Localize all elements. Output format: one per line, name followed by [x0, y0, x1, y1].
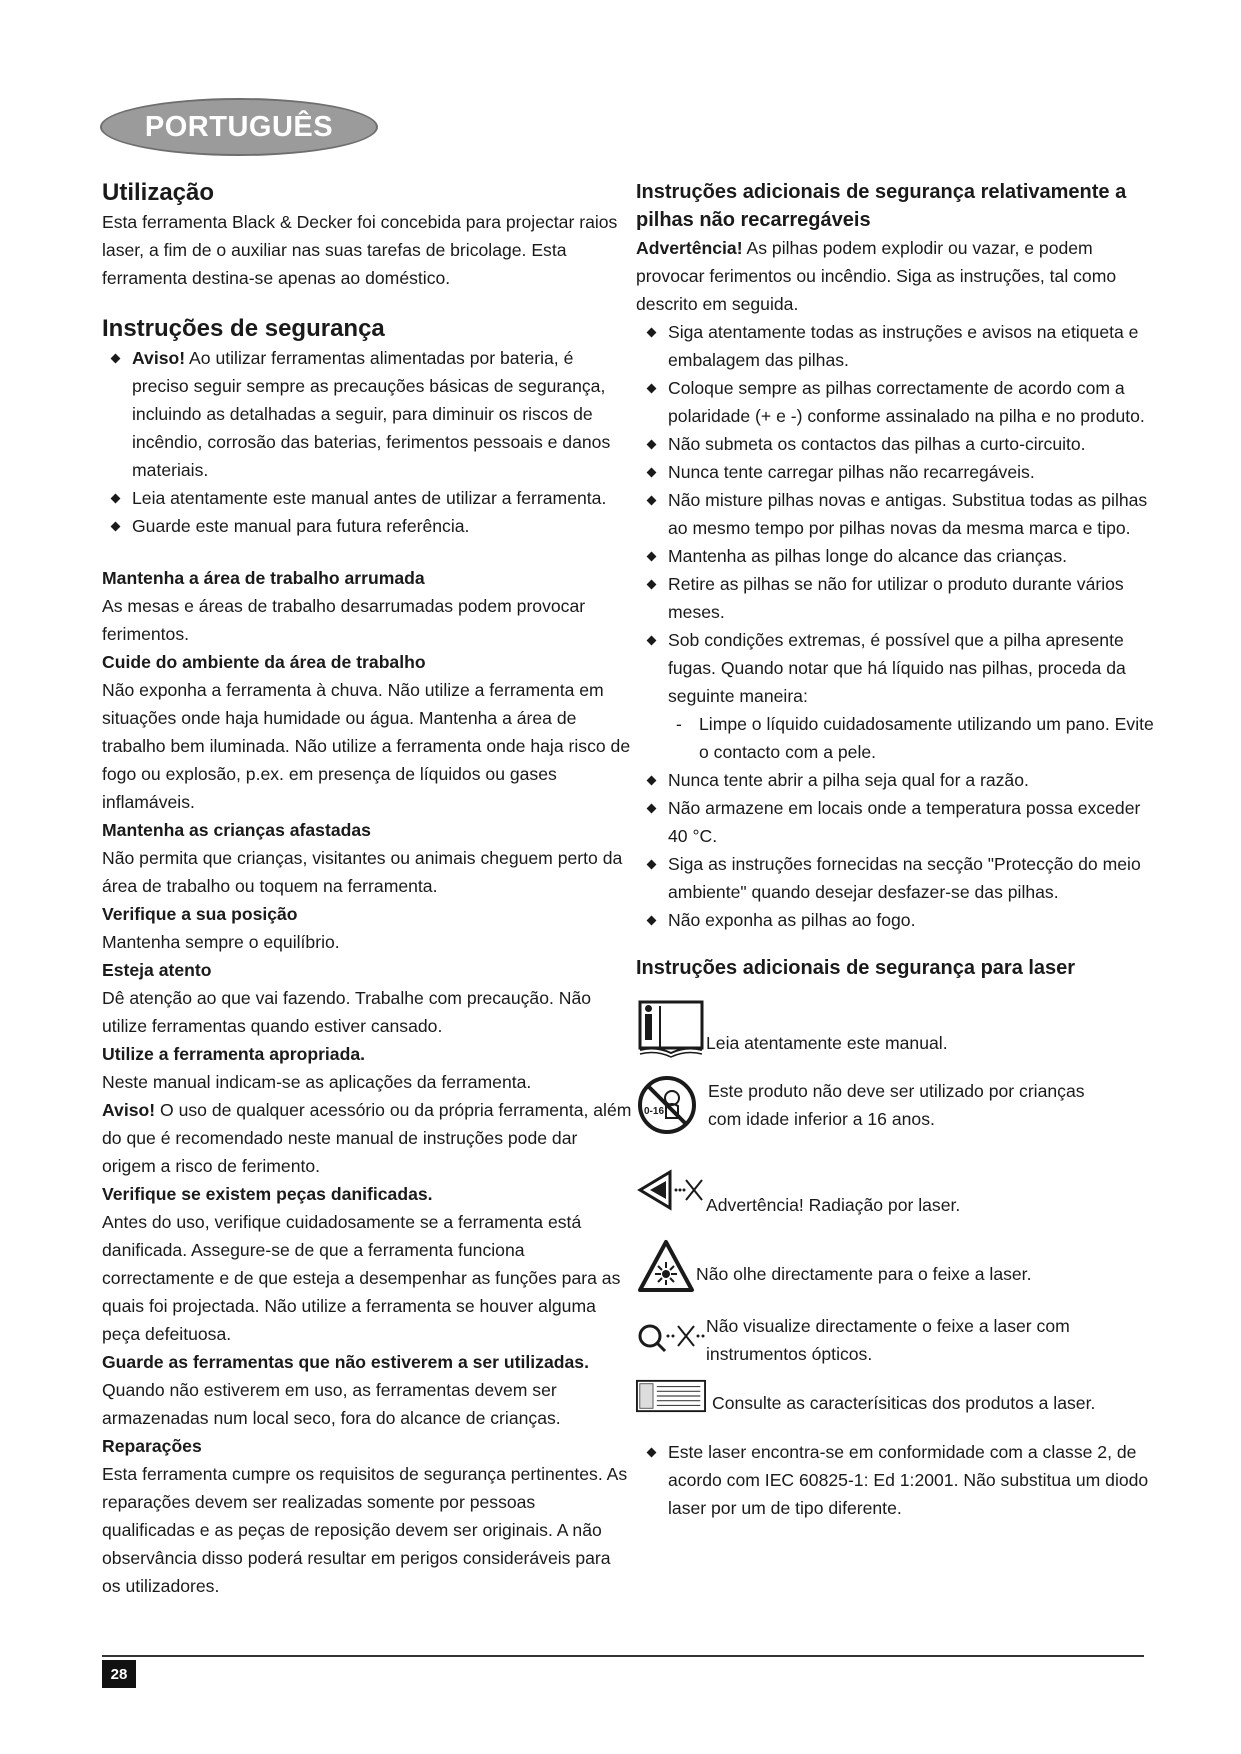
right-column	[636, 178, 1156, 1522]
list-item: Guarde este manual para futura referência.	[102, 512, 632, 540]
list-item-text: Ao utilizar ferramentas alimentadas por bateria, é preciso seguir sempre as precauções básicas de segurança, incluindo as detalhadas a seguir, para diminuir os riscos de incêndio, corrosão das baterias, ferimentos pessoais e danos materiais.	[132, 348, 611, 480]
s3-title: Mantenha as crianças afastadas	[102, 820, 371, 840]
pilhas-title: Instruções adicionais de segurança relativamente a pilhas não recarregáveis	[636, 181, 1127, 231]
list-item: Nunca tente abrir a pilha seja qual for a razão.	[638, 766, 1156, 794]
s2-text: Não exponha a ferramenta à chuva. Não utilize a ferramenta em situações onde haja humidade ou água. Mantenha a área de trabalho bem iluminada. Não utilize a ferramenta onde haja risco de fogo ou explosão, p.ex. em presença de líquidos ou gases inflamáveis.	[102, 680, 631, 812]
s4-title: Verifique a sua posição	[102, 904, 298, 924]
pilhas-list-a	[636, 318, 1156, 710]
s3-text: Não permita que crianças, visitantes ou animais cheguem perto da área de trabalho ou toquem na ferramenta.	[102, 848, 623, 896]
pilhas-intro	[636, 234, 1156, 318]
s8-title: Guarde as ferramentas que não estiverem a ser utilizadas.	[102, 1352, 589, 1372]
symbol-row	[636, 1158, 1156, 1222]
list-item: Siga as instruções fornecidas na secção "Protecção do meio ambiente" quando desejar desfazer-se das pilhas.	[638, 850, 1156, 906]
symbol-text: Este produto não deve ser utilizado por crianças com idade inferior a 16 anos.	[708, 1081, 1085, 1129]
s6-title: Utilize a ferramenta apropriada.	[102, 1044, 366, 1064]
pilhas-list-b	[636, 766, 1156, 934]
symbol-text: Não olhe directamente para o feixe a laser.	[696, 1264, 1032, 1284]
language-badge	[100, 98, 378, 156]
symbol-text: Não visualize directamente o feixe a laser com instrumentos ópticos.	[706, 1316, 1070, 1364]
symbol-row	[636, 1376, 1156, 1416]
age-badge-label: 0-16	[644, 1106, 665, 1117]
list-item: Coloque sempre as pilhas correctamente de acordo com a polaridade (+ e -) conforme assinalado na pilha e no produto.	[638, 374, 1156, 430]
laser-radiation-icon	[636, 1162, 706, 1218]
s1-title: Mantenha a área de trabalho arrumada	[102, 568, 425, 588]
seguranca-title: Instruções de segurança	[102, 315, 385, 342]
no-optical-instruments-icon	[636, 1318, 706, 1358]
laser-final-list	[636, 1438, 1156, 1522]
list-item: Não submeta os contactos das pilhas a curto-circuito.	[638, 430, 1156, 458]
utilizacao-title: Utilização	[102, 179, 215, 206]
list-item	[102, 344, 632, 484]
list-item: Nunca tente carregar pilhas não recarregáveis.	[638, 458, 1156, 486]
list-item: Retire as pilhas se não for utilizar o produto durante vários meses.	[638, 570, 1156, 626]
laser-label-icon	[636, 1379, 706, 1413]
seguranca-list	[102, 344, 632, 540]
list-item: Leia atentamente este manual antes de utilizar a ferramenta.	[102, 484, 632, 512]
s6-warning-text: O uso de qualquer acessório ou da própria ferramenta, além do que é recomendado neste manual de instruções pode dar origem a risco de ferimento.	[102, 1100, 632, 1176]
symbol-text: Leia atentamente este manual.	[706, 1033, 948, 1053]
symbol-row	[636, 1310, 1156, 1366]
s9-text: Esta ferramenta cumpre os requisitos de segurança pertinentes. As reparações devem ser realizadas somente por pessoas qualificadas e as peças de reposição devem ser originais. A não observância disso poderá resultar em perigos consideráveis para os utilizadores.	[102, 1464, 628, 1596]
list-item: Não misture pilhas novas e antigas. Substitua todas as pilhas ao mesmo tempo por pilhas novas da mesma marca e tipo.	[638, 486, 1156, 542]
list-item: Sob condições extremas, é possível que a pilha apresente fugas. Quando notar que há líquido nas pilhas, proceda da seguinte maneira:	[638, 626, 1156, 710]
language-label: PORTUGUÊS	[144, 110, 334, 143]
s5-title: Esteja atento	[102, 960, 212, 980]
list-item: Este laser encontra-se em conformidade com a classe 2, de acordo com IEC 60825-1: Ed 1:2001. Não substitua um diodo laser por um de tipo diferente.	[638, 1438, 1156, 1522]
dash-item: - Limpe o líquido cuidadosamente utilizando um pano. Evite o contacto com a pele.	[636, 710, 1156, 766]
symbol-row	[636, 996, 1156, 1060]
list-item: Não armazene em locais onde a temperatura possa exceder 40 °C.	[638, 794, 1156, 850]
footer-divider	[102, 1655, 1144, 1657]
aviso-label: Aviso!	[132, 348, 186, 368]
list-item: Siga atentamente todas as instruções e avisos na etiqueta e embalagem das pilhas.	[638, 318, 1156, 374]
s9-title: Reparações	[102, 1436, 202, 1456]
no-children-icon	[636, 1074, 706, 1136]
s8-text: Quando não estiverem em uso, as ferramentas devem ser armazenadas num local seco, fora do alcance de crianças.	[102, 1380, 561, 1428]
page-number: 28	[102, 1660, 136, 1688]
s6-text: Neste manual indicam-se as aplicações da ferramenta.	[102, 1072, 532, 1092]
s7-text: Antes do uso, verifique cuidadosamente se a ferramenta está danificada. Assegure-se de que a ferramenta funciona correctamente e de que esteja a desempenhar as funções para as quais foi projectada. Não utilize a ferramenta se houver alguma peça defeituosa.	[102, 1212, 621, 1344]
s4-text: Mantenha sempre o equilíbrio.	[102, 932, 340, 952]
aviso-label: Aviso!	[102, 1100, 156, 1120]
s5-text: Dê atenção ao que vai fazendo. Trabalhe com precaução. Não utilize ferramentas quando estiver cansado.	[102, 988, 592, 1036]
list-item: Mantenha as pilhas longe do alcance das crianças.	[638, 542, 1156, 570]
s2-title: Cuide do ambiente da área de trabalho	[102, 652, 426, 672]
symbol-row	[636, 1074, 1156, 1136]
advertencia-label: Advertência!	[636, 238, 743, 258]
left-column	[102, 178, 632, 1600]
manual-book-icon	[636, 998, 706, 1058]
list-item: Não exponha as pilhas ao fogo.	[638, 906, 1156, 934]
s1-text: As mesas e áreas de trabalho desarrumadas podem provocar ferimentos.	[102, 596, 586, 644]
s6-warning	[102, 1096, 632, 1180]
laser-title: Instruções adicionais de segurança para laser	[636, 957, 1076, 979]
symbol-text: Advertência! Radiação por laser.	[706, 1195, 961, 1215]
utilizacao-text: Esta ferramenta Black & Decker foi concebida para projectar raios laser, a fim de o auxiliar nas suas tarefas de bricolage. Esta ferramenta destina-se apenas ao doméstico.	[102, 212, 618, 288]
symbol-text: Consulte as caracterísiticas dos produtos a laser.	[712, 1393, 1096, 1413]
symbol-row	[636, 1236, 1156, 1296]
pilhas-intro-text: As pilhas podem explodir ou vazar, e podem provocar ferimentos ou incêndio. Siga as instruções, tal como descrito em seguida.	[636, 238, 1117, 314]
s7-title: Verifique se existem peças danificadas.	[102, 1184, 433, 1204]
